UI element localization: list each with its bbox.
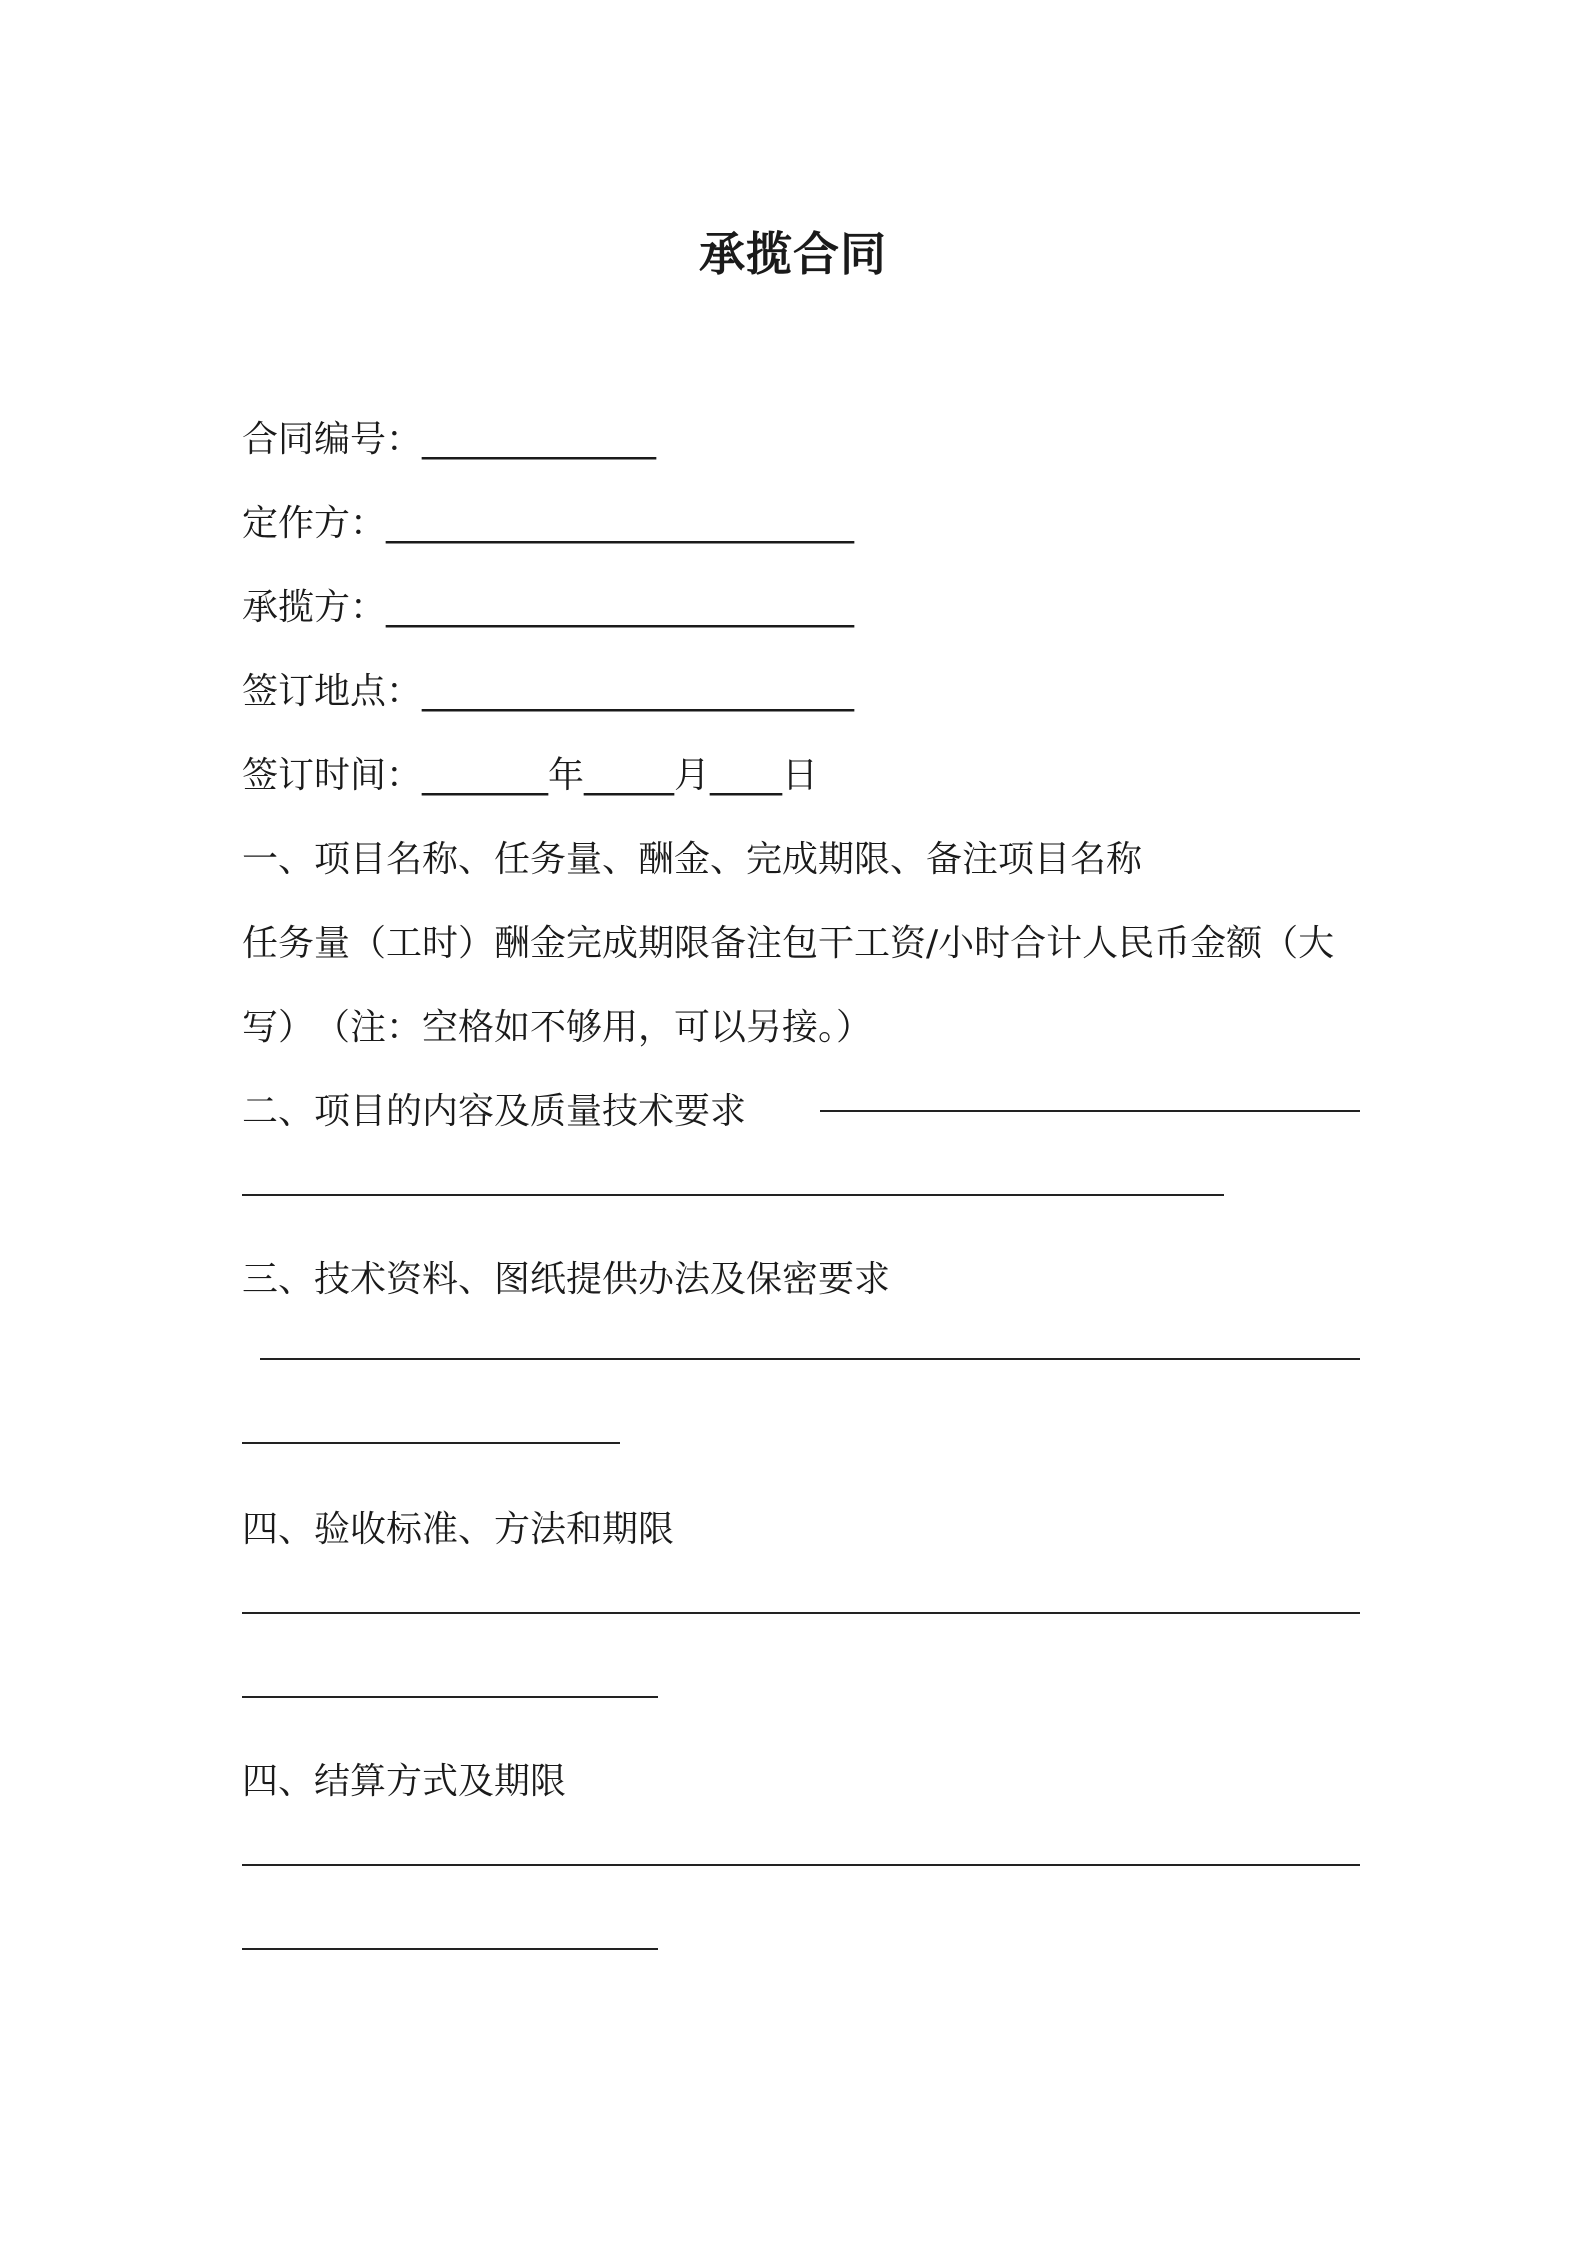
section-5-heading: 四、结算方式及期限 <box>242 1761 567 1802</box>
section-3-rule-2[interactable] <box>242 1442 620 1444</box>
contract-no-label: 合同编号： <box>242 419 423 460</box>
month-blank[interactable]: _____ <box>584 755 675 796</box>
year-blank[interactable]: _______ <box>422 755 549 796</box>
contractor-blank[interactable]: __________________________ <box>386 587 855 628</box>
section-2-rule-2[interactable] <box>242 1194 1224 1196</box>
time-row <box>242 754 818 798</box>
month-unit: 月 <box>674 755 711 796</box>
section-4-heading: 四、验收标准、方法和期限 <box>242 1509 675 1550</box>
place-row <box>242 670 854 714</box>
contractor-label: 承揽方： <box>242 587 387 628</box>
place-label: 签订地点： <box>242 671 423 712</box>
section-1-line-2: 任务量（工时）酬金完成期限备注包干工资/小时合计人民币金额（大 <box>242 923 1335 964</box>
section-3-heading: 三、技术资料、图纸提供办法及保密要求 <box>242 1259 891 1300</box>
contractor-row <box>242 586 854 630</box>
orderer-row <box>242 502 854 546</box>
day-unit: 日 <box>782 755 819 796</box>
section-2-heading: 二、项目的内容及质量技术要求 <box>242 1091 747 1132</box>
section-4-rule-1[interactable] <box>242 1612 1360 1614</box>
contract-no-blank[interactable]: _____________ <box>422 419 657 460</box>
section-4-rule-2[interactable] <box>242 1696 658 1698</box>
contract-no-row <box>242 418 656 462</box>
time-label: 签订时间： <box>242 755 423 796</box>
section-5-rule-1[interactable] <box>242 1864 1360 1866</box>
section-2-rule-1[interactable] <box>820 1110 1360 1112</box>
section-1-line-3: 写） （注：空格如不够用，可以另接。） <box>242 1007 873 1048</box>
day-blank[interactable]: ____ <box>710 755 783 796</box>
section-5-rule-2[interactable] <box>242 1948 658 1950</box>
year-unit: 年 <box>548 755 585 796</box>
place-blank[interactable]: ________________________ <box>422 671 855 712</box>
section-3-rule-1[interactable] <box>260 1358 1360 1360</box>
section-1-heading: 一、项目名称、任务量、酬金、完成期限、备注项目名称 <box>242 839 1143 880</box>
page-title: 承揽合同 <box>699 227 887 281</box>
orderer-blank[interactable]: __________________________ <box>386 503 855 544</box>
orderer-label: 定作方： <box>242 503 387 544</box>
